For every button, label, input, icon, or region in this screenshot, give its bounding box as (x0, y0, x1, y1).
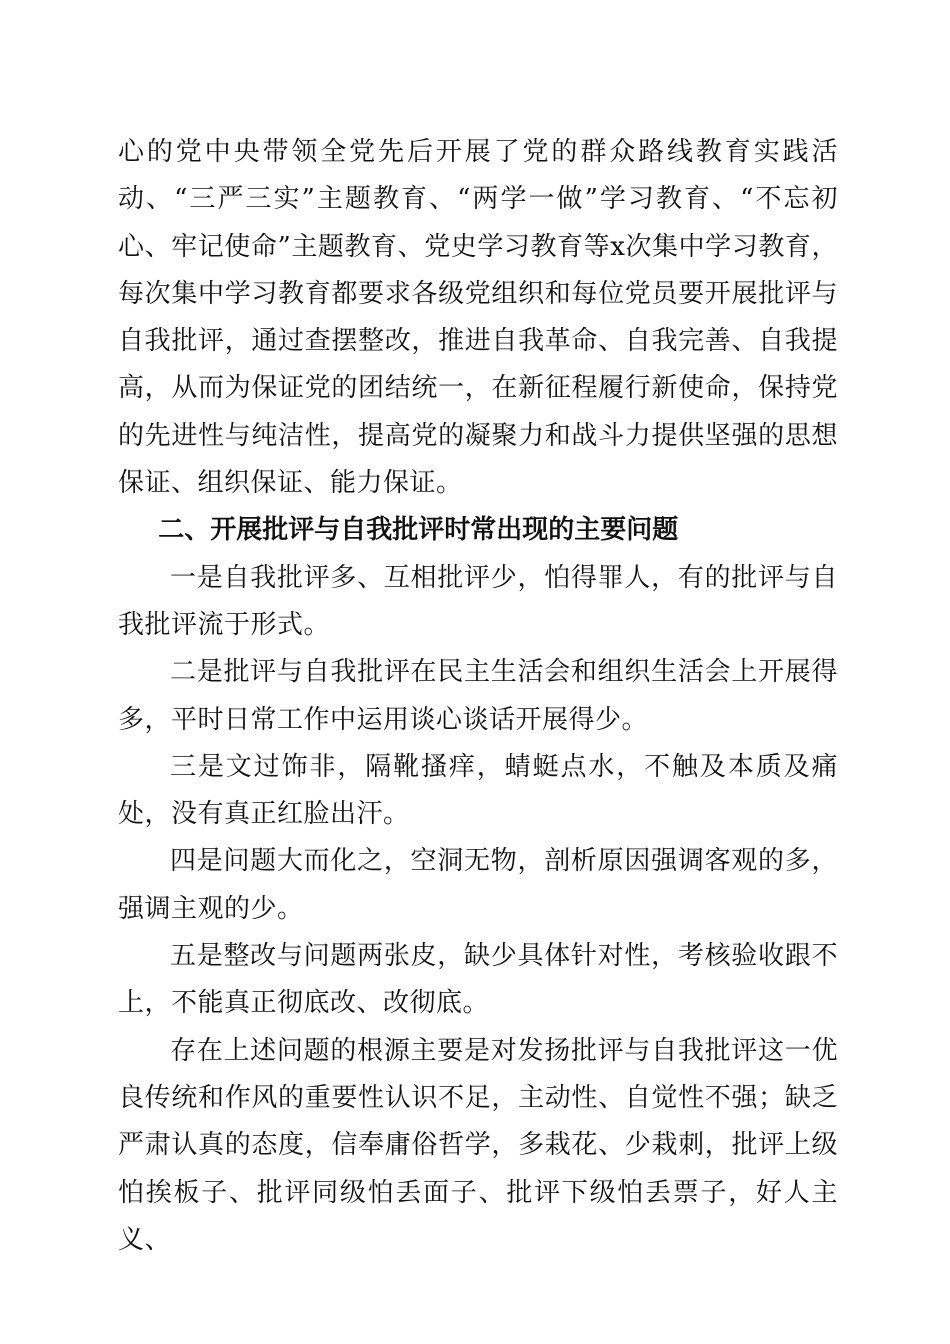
paragraph-problem-5: 五是整改与问题两张皮，缺少具体针对性，考核验收跟不上，不能真正彻底改、改彻底。 (118, 941, 838, 1019)
paragraph-problem-3: 三是文过饰非，隔靴搔痒，蜻蜓点水，不触及本质及痛处，没有真正红脸出汗。 (118, 751, 838, 830)
paragraph-problem-2: 二是批评与自我批评在民主生活会和组织生活会上开展得多，平时日常工作中运用谈心谈话开展得少。 (118, 657, 838, 735)
section-heading: 二、开展批评与自我批评时常出现的主要问题 (158, 515, 679, 546)
paragraph-problem-1: 一是自我批评多、互相批评少，怕得罪人，有的批评与自我批评流于形式。 (118, 562, 838, 640)
paragraph-continued: 心的党中央带领全党先后开展了党的群众路线教育实践活动、“三严三实”主题教育、“两学一做”学习教育、“不忘初心、牢记使命”主题教育、党史学习教育等x次集中学习教育，每次集中学习教育都要求各级党组织和每位党员要开展批评与自我批评，通过查摆整改，推进自我革命、自我完善、自我提高，从而为保证党的团结统一，在新征程履行新使命，保持党的先进性与纯洁性，提高党的凝聚力和战斗力提供坚强的思想保证、组织保证、能力保证。 (118, 137, 838, 499)
paragraph-problem-4: 四是问题大而化之，空洞无物，剖析原因强调客观的多，强调主观的少。 (118, 846, 838, 924)
document-body (118, 129, 838, 1264)
paragraph-root-cause: 存在上述问题的根源主要是对发扬批评与自我批评这一优良传统和作风的重要性认识不足，主动性、自觉性不强；缺乏严肃认真的态度，信奉庸俗哲学，多栽花、少栽刺，批评上级怕挨板子、批评同级怕丢面子、批评下级怕丢票子，好人主义、 (118, 1035, 838, 1255)
